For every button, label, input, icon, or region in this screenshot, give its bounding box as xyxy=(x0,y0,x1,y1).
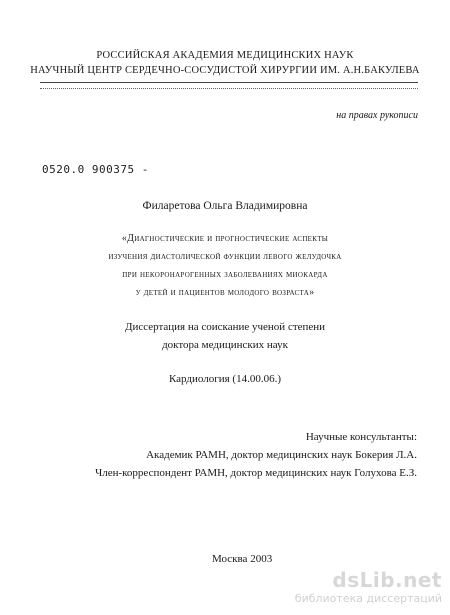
watermark xyxy=(292,568,442,608)
center-name: НАУЧНЫЙ ЦЕНТР СЕРДЕЧНО-СОСУДИСТОЙ ХИРУРГИИ ИМ. А.Н.БАКУЛЕВА xyxy=(30,65,420,76)
title-line-2: изучения диастолической функции левого желудочка xyxy=(108,251,342,262)
consultant-2: Член-корреспондент РАМН, доктор медицинских наук Голухова Е.З. xyxy=(95,467,417,479)
specialty: Кардиология (14.00.06.) xyxy=(168,373,282,385)
title-line-3: при некоронарогенных заболеваниях миокарда xyxy=(122,269,328,280)
author-name: Филаретова Ольга Владимировна xyxy=(142,200,308,212)
title-line-1: «Диагностические и прогностические аспекты xyxy=(121,233,329,244)
header-rule-dotted xyxy=(40,88,418,89)
city-year: Москва 2003 xyxy=(212,553,273,565)
catalog-code: 0520.0 900375 - xyxy=(42,163,149,176)
dissertation-degree-line-1: Диссертация на соискание ученой степени xyxy=(124,321,326,333)
watermark-subtitle: библиотека диссертаций xyxy=(294,592,442,605)
watermark-logo: dsLib.net xyxy=(332,568,442,592)
title-line-4: у детей и пациентов молодого возраста» xyxy=(135,287,315,298)
dissertation-degree-line-2: доктора медицинских наук xyxy=(162,339,288,351)
rights-note: на правах рукописи xyxy=(336,110,418,121)
academy-name: РОССИЙСКАЯ АКАДЕМИЯ МЕДИЦИНСКИХ НАУК xyxy=(96,50,354,61)
consultant-1: Академик РАМН, доктор медицинских наук Бокерия Л.А. xyxy=(146,449,417,461)
consultants-label: Научные консультанты: xyxy=(305,431,417,443)
header-rule xyxy=(40,82,418,83)
